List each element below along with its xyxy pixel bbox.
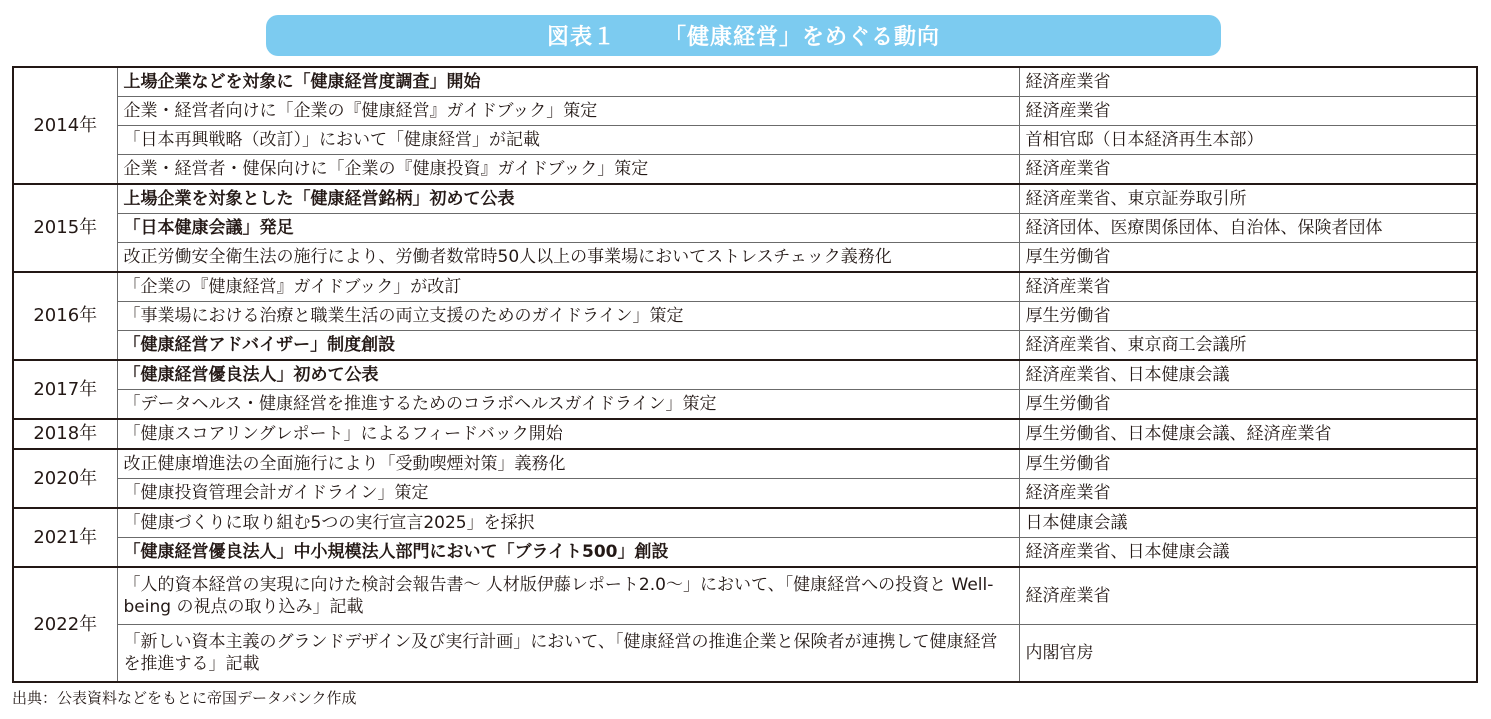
organization-cell: 厚生労働省、日本健康会議、経済産業省 [1019,419,1477,449]
table-row [13,538,1477,568]
timeline-table [12,66,1478,683]
table-row [13,272,1477,302]
organization-cell: 経済産業省 [1019,155,1477,185]
organization-cell: 厚生労働省 [1019,243,1477,273]
event-cell: 「企業の『健康経営』ガイドブック」が改訂 [117,272,1019,302]
table-row [13,508,1477,538]
table-row [13,214,1477,243]
event-cell: 「人的資本経営の実現に向けた検討会報告書～ 人材版伊藤レポート2.0～」において、「健康経営への投資と Well-being の視点の取り込み」記載 [117,567,1019,625]
year-cell: 2017年 [13,360,117,419]
event-cell: 「健康づくりに取り組む5つの実行宣言2025」を採択 [117,508,1019,538]
year-cell: 2015年 [13,184,117,272]
table-row [13,567,1477,625]
event-cell: 「新しい資本主義のグランドデザイン及び実行計画」において、「健康経営の推進企業と保険者が連携して健康経営を推進する」記載 [117,625,1019,683]
table-row [13,390,1477,420]
source-note: 出典：公表資料などをもとに帝国データバンク作成 [12,689,357,707]
organization-cell: 経済産業省、東京証券取引所 [1019,184,1477,214]
table-row [13,449,1477,479]
organization-cell: 経済産業省 [1019,479,1477,509]
event-cell: 改正健康増進法の全面施行により「受動喫煙対策」義務化 [117,449,1019,479]
timeline-table-body [13,67,1477,682]
table-row [13,360,1477,390]
organization-cell: 内閣官房 [1019,625,1477,683]
organization-cell: 経済産業省 [1019,272,1477,302]
organization-cell: 経済産業省 [1019,97,1477,126]
year-cell: 2018年 [13,419,117,449]
organization-cell: 厚生労働省 [1019,302,1477,331]
organization-cell: 厚生労働省 [1019,449,1477,479]
organization-cell: 経済産業省、日本健康会議 [1019,360,1477,390]
event-cell: 上場企業を対象とした「健康経営銘柄」初めて公表 [117,184,1019,214]
table-row [13,479,1477,509]
event-cell: 「日本健康会議」発足 [117,214,1019,243]
table-row [13,67,1477,97]
event-cell: 企業・経営者向けに「企業の『健康経営』ガイドブック」策定 [117,97,1019,126]
event-cell: 「健康経営アドバイザー」制度創設 [117,331,1019,361]
year-cell: 2020年 [13,449,117,508]
table-row [13,155,1477,185]
table-row [13,243,1477,273]
table-row [13,331,1477,361]
table-row [13,302,1477,331]
event-cell: 「健康経営優良法人」初めて公表 [117,360,1019,390]
table-row [13,625,1477,683]
event-cell: 「事業場における治療と職業生活の両立支援のためのガイドライン」策定 [117,302,1019,331]
table-row [13,126,1477,155]
figure-title-bar [266,15,1221,56]
organization-cell: 厚生労働省 [1019,390,1477,420]
organization-cell: 経済産業省 [1019,67,1477,97]
table-row [13,97,1477,126]
event-cell: 「日本再興戦略（改訂）」において「健康経営」が記載 [117,126,1019,155]
event-cell: 企業・経営者・健保向けに「企業の『健康投資』ガイドブック」策定 [117,155,1019,185]
year-cell: 2016年 [13,272,117,360]
organization-cell: 経済団体、医療関係団体、自治体、保険者団体 [1019,214,1477,243]
organization-cell: 首相官邸（日本経済再生本部） [1019,126,1477,155]
event-cell: 「データヘルス・健康経営を推進するためのコラボヘルスガイドライン」策定 [117,390,1019,420]
organization-cell: 経済産業省 [1019,567,1477,625]
year-cell: 2014年 [13,67,117,184]
table-row [13,419,1477,449]
figure-title: 「健康経営」をめぐる動向 [664,25,941,50]
event-cell: 「健康投資管理会計ガイドライン」策定 [117,479,1019,509]
event-cell: 上場企業などを対象に「健康経営度調査」開始 [117,67,1019,97]
organization-cell: 経済産業省、日本健康会議 [1019,538,1477,568]
event-cell: 「健康経営優良法人」中小規模法人部門において「ブライト500」創設 [117,538,1019,568]
year-cell: 2021年 [13,508,117,567]
event-cell: 改正労働安全衛生法の施行により、労働者数常時50人以上の事業場においてストレスチェック義務化 [117,243,1019,273]
organization-cell: 経済産業省、東京商工会議所 [1019,331,1477,361]
figure-number: 図表１ [546,25,616,50]
event-cell: 「健康スコアリングレポート」によるフィードバック開始 [117,419,1019,449]
year-cell: 2022年 [13,567,117,682]
organization-cell: 日本健康会議 [1019,508,1477,538]
table-row [13,184,1477,214]
